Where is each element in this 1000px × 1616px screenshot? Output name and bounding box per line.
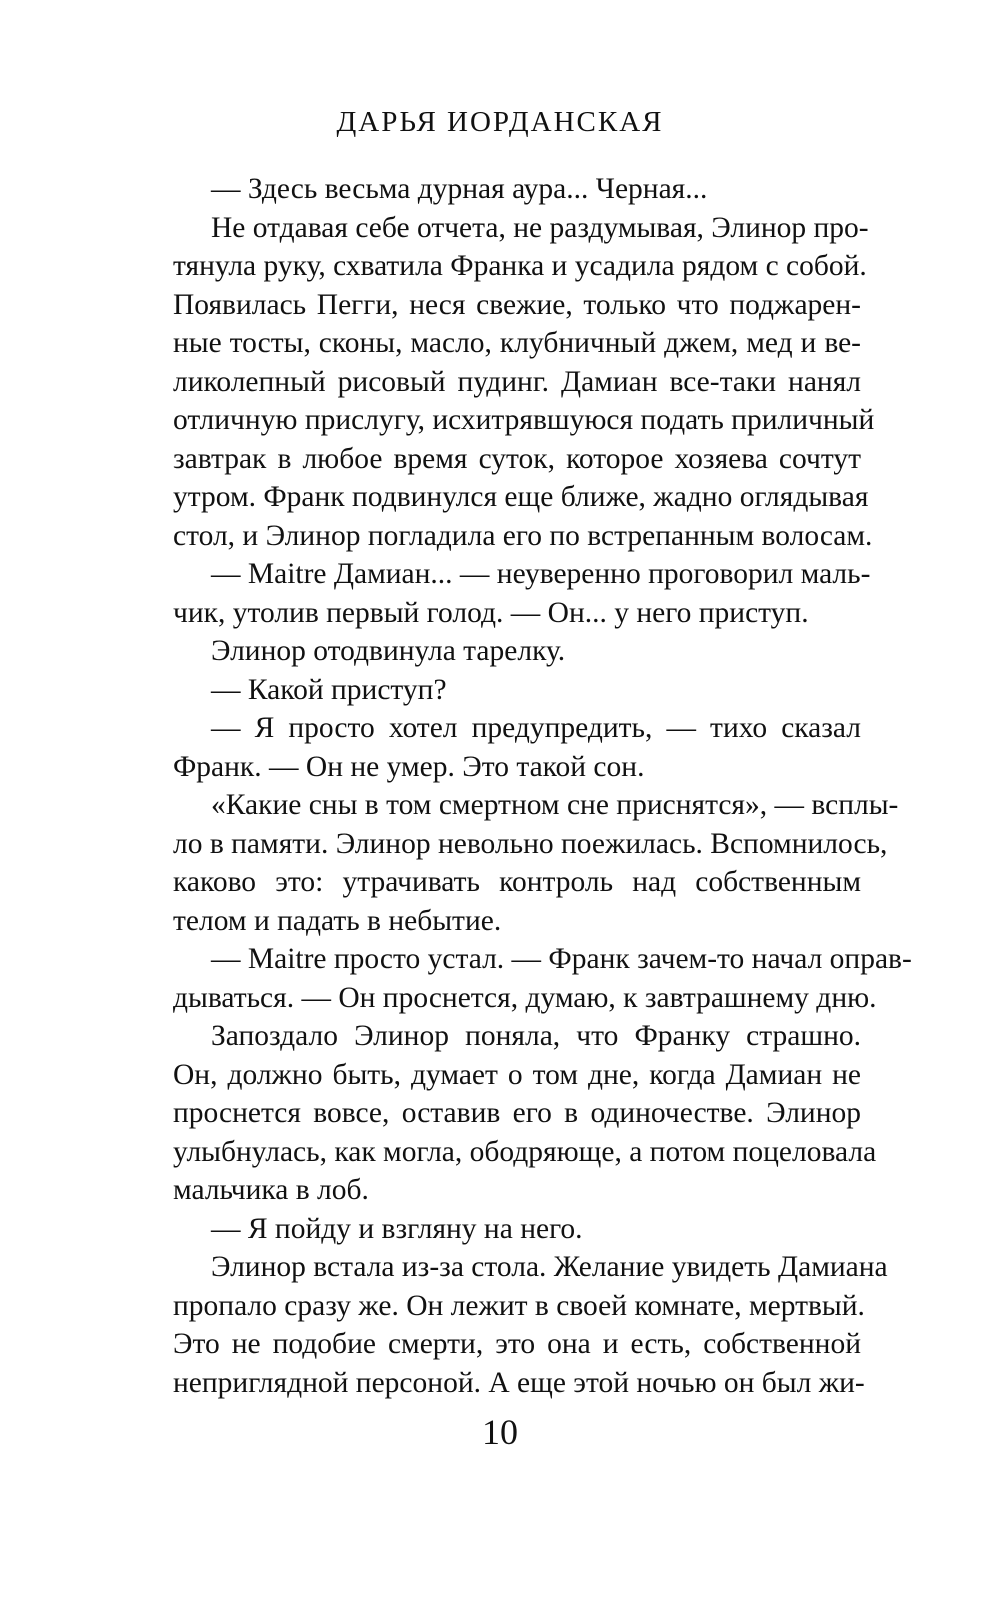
text-line: — Maitre просто устал. — Франк зачем-то начал оправ- xyxy=(211,943,912,975)
text-line: проснется вовсе, оставив его в одиночестве. Элинор xyxy=(173,1097,861,1129)
text-line: — Я просто хотел предупредить, — тихо сказал xyxy=(211,712,861,744)
text-line: телом и падать в небытие. xyxy=(173,904,502,937)
text-line: мальчика в лоб. xyxy=(173,1174,369,1206)
text-line: завтрак в любое время суток, которое хозяева сочтут xyxy=(173,442,861,475)
text-line: тянула руку, схватила Франка и усадила рядом с собой. xyxy=(173,250,867,282)
text-line: Он, должно быть, думает о том дне, когда Дамиан не xyxy=(173,1058,861,1091)
text-line: Элинор встала из-за стола. Желание увидеть Дамиана xyxy=(211,1251,888,1283)
running-head-author: ДАРЬЯ ИОРДАНСКАЯ xyxy=(336,106,664,138)
text-line: стол, и Элинор погладила его по встрепанным волосам. xyxy=(173,519,873,552)
text-line: — Я пойду и взгляну на него. xyxy=(211,1212,583,1245)
text-line: дываться. — Он проснется, думаю, к завтрашнему дню. xyxy=(173,981,877,1014)
text-line: Не отдавая себе отчета, не раздумывая, Элинор про- xyxy=(211,211,869,244)
text-line: утром. Франк подвинулся еще ближе, жадно оглядывая xyxy=(173,481,869,513)
text-line: «Какие сны в том смертном сне приснятся», — всплы- xyxy=(211,789,899,821)
text-line: Запоздало Элинор поняла, что Франку страшно. xyxy=(211,1020,861,1052)
text-line: каково это: утрачивать контроль над собственным xyxy=(173,866,861,898)
text-line: ло в памяти. Элинор невольно поежилась. Вспомнилось, xyxy=(173,827,888,860)
text-line: Появилась Пегги, неся свежие, только что поджарен- xyxy=(173,288,861,321)
page-number: 10 xyxy=(482,1412,518,1452)
text-line: Франк. — Он не умер. Это такой сон. xyxy=(173,750,645,783)
text-line: — Здесь весьма дурная аура... Черная... xyxy=(211,173,708,205)
text-line: Это не подобие смерти, это она и есть, собственной xyxy=(173,1328,861,1360)
text-line: — Maitre Дамиан... — неуверенно проговорил маль- xyxy=(211,558,871,590)
text-line: пропало сразу же. Он лежит в своей комнате, мертвый. xyxy=(173,1289,865,1322)
text-line: неприглядной персоной. А еще этой ночью он был жи- xyxy=(173,1366,865,1399)
text-line: ные тосты, сконы, масло, клубничный джем, мед и ве- xyxy=(173,327,861,359)
text-line: Элинор отодвинула тарелку. xyxy=(211,635,566,667)
text-line: чик, утолив первый голод. — Он... у него приступ. xyxy=(173,596,809,629)
text-line: отличную прислугу, исхитрявшуюся подать приличный xyxy=(173,404,875,436)
body-text xyxy=(173,170,912,1402)
text-line: — Какой приступ? xyxy=(211,673,447,706)
text-line: улыбнулась, как могла, ободряюще, а потом поцеловала xyxy=(173,1135,877,1168)
text-line: ликолепный рисовый пудинг. Дамиан все-таки нанял xyxy=(173,365,861,398)
